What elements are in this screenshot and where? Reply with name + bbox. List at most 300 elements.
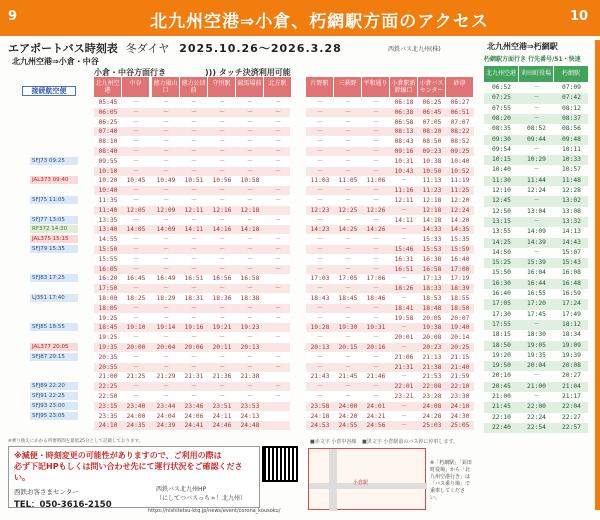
time-cell: 14:11 [394,216,414,224]
time-cell: － [400,275,408,283]
time-cell: 14:09 [156,226,176,234]
time-cell: 14:20 [450,216,470,224]
time-cell: 12:05 [126,206,146,214]
time-cell: － [162,265,170,273]
time-cell: 20:04 [156,344,176,351]
time-cell: － [132,216,140,224]
time-cell: － [372,314,380,322]
time-cell: － [246,314,254,322]
time-cell: － [190,128,198,136]
time-cell: 15:07 [562,248,581,256]
time-cell: 10:50 [422,167,442,175]
time-cell: 20:35 [98,353,118,361]
time-cell: － [162,255,170,263]
time-cell: － [132,187,140,195]
time-cell: 14:18 [240,226,260,234]
time-cell: － [218,197,226,204]
time-cell: 23:46 [184,402,204,410]
time-cell: 15:53 [422,246,442,253]
hp-link[interactable]: https://nishitetsu-ktq.jp/news/event/corona_kousoku/ [148,508,281,514]
time-cell: － [190,314,198,322]
time-cell: 16:38 [422,255,442,263]
time-cell: 24:39 [156,422,176,430]
direction-label: 小倉・中谷方面行き [94,68,166,77]
time-cell: 18:39 [450,285,470,293]
time-cell: 16:05 [98,265,118,273]
time-cell: 19:21 [212,324,232,332]
time-cell: 11:30 [492,176,511,184]
time-cell: － [344,246,352,253]
time-cell: － [274,167,282,175]
time-cell: 15:50 [492,269,511,277]
station-map [308,448,426,510]
time-cell: － [246,353,254,361]
time-cell: 10:43 [394,167,414,175]
time-cell: 14:35 [450,226,470,234]
time-cell: 20:25 [450,344,470,351]
time-cell: － [316,285,324,293]
time-cell: 08:10 [98,138,118,146]
time-cell: 18:41 [394,304,414,312]
time-cell: － [162,216,170,224]
time-cell: － [344,167,352,175]
time-cell: 12:28 [562,187,581,194]
time-cell: 24:28 [422,412,442,420]
time-cell: 24:30 [450,412,470,420]
time-cell: － [316,167,324,175]
time-cell: 06:25 [422,99,442,106]
time-cell: － [316,383,324,391]
time-cell: － [372,99,380,106]
time-cell: 10:52 [450,167,470,175]
time-cell: － [218,118,226,126]
flight-item: SFJ83 17:25 [30,274,78,282]
time-cell: － [400,402,408,410]
time-cell [264,343,292,352]
time-cell: － [344,255,352,263]
time-cell: － [533,145,540,153]
connecting-flight-header: 接続航空便 [22,86,76,96]
time-cell: － [218,187,226,195]
time-cell: － [246,216,254,224]
time-cell: － [162,246,170,253]
time-cell: － [190,255,198,263]
time-cell: － [344,304,352,312]
time-cell: － [316,363,324,371]
time-cell: 15:43 [562,259,581,267]
time-cell: － [274,353,282,361]
time-cell: － [344,197,352,204]
time-cell: 16:30 [492,279,511,287]
time-cell: 07:40 [98,128,118,136]
time-cell: － [533,393,540,400]
time-cell: 11:40 [98,206,118,214]
time-cell: 19:40 [450,324,470,332]
time-cell: － [132,334,140,342]
time-cell: － [400,324,408,332]
time-cell: － [218,255,226,263]
time-cell [264,294,292,303]
time-cell: 10:15 [492,156,511,164]
time-cell: 18:45 [338,295,358,302]
time-cell: － [274,138,282,146]
time-cell: － [246,246,254,253]
time-cell: 17:55 [492,320,511,328]
time-cell: 21:00 [98,373,118,381]
time-cell: 22:04 [562,403,581,411]
time-cell: － [190,334,198,342]
time-cell: － [372,187,380,195]
time-cell: 14:11 [184,226,204,234]
flight-item: SFJ91 22:25 [30,392,78,400]
time-cell: 22:57 [562,423,581,431]
time-cell: － [274,128,282,136]
time-cell: 14:18 [422,216,442,224]
time-cell: － [190,167,198,175]
qr-code-icon[interactable] [262,446,298,482]
time-cell: － [246,138,254,146]
time-cell: 18:46 [366,295,386,302]
time-cell: 12:18 [422,206,442,214]
time-cell: 21:15 [450,353,470,361]
time-cell: － [132,265,140,273]
column-header: 朽網駅 [554,66,589,82]
time-cell: 05:45 [98,99,118,106]
time-cell: 20:04 [527,362,546,370]
time-cell: 19:20 [492,351,511,359]
time-cell: 16:20 [98,275,118,283]
time-cell: － [372,148,380,155]
time-cell: 18:26 [394,285,414,293]
time-cell: 21:31 [184,373,204,381]
time-cell: － [274,246,282,253]
time-cell: － [344,383,352,391]
column-header: 小倉バスセンター [418,77,446,97]
time-cell: 07:07 [450,118,470,126]
time-cell: － [132,157,140,165]
time-cell: － [533,320,540,328]
page-edge [595,40,600,510]
time-cell: 14:16 [212,226,232,234]
time-cell: － [246,108,254,116]
time-cell: 20:08 [422,334,442,342]
time-cell: 21:29 [156,373,176,381]
time-cell: － [132,108,140,116]
time-cell: 23:51 [212,402,232,410]
time-cell: － [190,353,198,361]
time-cell: 14:39 [527,238,546,246]
time-cell: 21:00 [527,382,546,390]
flight-item: SFJ77 13:05 [30,216,78,224]
time-cell: 21:43 [310,373,330,381]
time-cell: 20:27 [562,372,581,380]
time-cell: 11:13 [422,177,442,185]
time-cell: 14:23 [310,226,330,234]
time-cell: － [316,118,324,126]
time-cell: 20:45 [492,382,511,390]
column-header: 北方駅 [264,77,292,97]
time-cell: 08:13 [394,128,414,136]
time-cell: － [372,383,380,391]
time-cell: 10:29 [527,156,546,164]
time-cell: 24:00 [338,402,358,410]
time-cell: 16:58 [240,275,260,283]
contact-phone: TEL：050-3616-2150 [14,500,112,510]
time-cell: － [372,393,380,400]
time-cell: 16:40 [450,255,470,263]
time-cell: － [246,383,254,391]
time-cell: 07:55 [492,104,511,112]
column-header: 砂津 [446,77,474,97]
time-cell: 19:10 [126,324,146,332]
time-cell: 14:55 [98,236,118,244]
time-cell: － [533,94,540,102]
map-station-label: 小倉駅 [353,480,369,486]
flight-item: SFJ93 23:00 [30,402,78,410]
time-cell: － [372,363,380,371]
time-cell: － [533,84,540,91]
time-cell: 13:08 [562,207,581,215]
time-cell: － [162,157,170,165]
right-direction-label: 朽網駅方面行き 行先番号/51・快速 [484,56,581,63]
column-header: 片野駅 [306,77,334,97]
time-cell: 06:38 [394,108,414,116]
time-cell: 16:04 [527,269,546,277]
time-cell: － [190,236,198,244]
time-cell: 21:13 [422,353,442,361]
time-cell: － [274,265,282,273]
time-cell: － [190,157,198,165]
time-cell: 12:26 [366,206,386,214]
time-cell: － [316,99,324,106]
time-cell: － [246,157,254,165]
time-cell [264,274,292,283]
time-cell: 12:18 [240,206,260,214]
flight-item: JAL377 20:05 [30,343,78,351]
time-cell: 18:45 [98,324,118,332]
column-header: 徳力公団前 [180,77,208,97]
time-cell: 12:16 [212,206,232,214]
time-cell: － [344,118,352,126]
time-cell: 21:53 [422,373,442,381]
time-cell: － [274,197,282,204]
time-cell: － [274,393,282,400]
time-cell: 24:04 [156,412,176,420]
time-cell: － [132,285,140,293]
time-cell: 15:25 [492,259,511,267]
transfer-footnote: ※乗り換えにかかる所要時間を最低25分として記載しております。 [8,439,144,444]
time-cell: 21:00 [492,393,511,400]
time-cell: － [218,108,226,116]
time-cell: － [132,246,140,253]
time-cell: 22:54 [527,423,546,431]
time-cell: 06:58 [394,118,414,126]
time-cell: － [162,138,170,146]
time-cell: － [162,383,170,391]
time-cell: － [316,187,324,195]
time-cell: － [162,393,170,400]
time-cell: 20:13 [310,344,330,351]
time-cell: 10:51 [184,177,204,185]
touch-payment-label: ))) タッチ決済利用可能 [205,68,291,77]
time-cell: － [344,236,352,244]
time-cell: 06:05 [98,108,118,116]
time-cell: 16:44 [527,279,546,287]
time-cell: － [162,99,170,106]
time-cell: － [274,334,282,342]
time-cell: － [316,138,324,146]
time-cell: 13:15 [492,217,511,225]
time-cell: － [316,108,324,116]
time-cell: － [344,393,352,400]
column-header: 徳力嵐山口 [152,77,180,97]
time-cell: 24:55 [338,422,358,430]
time-cell: 12:18 [422,197,442,204]
time-cell: － [246,255,254,263]
time-cell: 18:48 [422,304,442,312]
time-cell: 21:06 [394,353,414,361]
time-cell: 17:19 [450,275,470,283]
time-cell: 11:05 [338,177,358,185]
time-cell: 13:35 [98,216,118,224]
column-header: 小倉駅新幹線口 [390,77,418,97]
time-cell: － [132,99,140,106]
flight-item: SFJ95 23:05 [30,412,78,420]
notice-line1: ※減便・時刻変更の可能性がありますので、ご利用の際は [14,451,222,460]
time-cell: － [400,177,408,185]
time-cell: 23:58 [310,402,330,410]
time-cell: 19:58 [394,314,414,322]
time-cell: 23:53 [240,402,260,410]
time-cell: 21:25 [126,373,146,381]
time-cell: 08:50 [422,138,442,146]
time-cell: 20:05 [422,314,442,322]
time-cell: － [132,128,140,136]
time-cell: 08:40 [98,148,118,155]
time-cell: 22:10 [492,413,511,421]
time-cell: 15:39 [527,259,546,267]
time-cell: 17:30 [492,310,511,318]
time-cell: 10:40 [450,157,470,165]
time-cell: 10:49 [156,177,176,185]
time-cell: － [316,314,324,322]
time-cell: 19:25 [98,334,118,342]
time-cell: 06:45 [422,108,442,116]
time-cell: － [372,108,380,116]
time-cell: 24:01 [366,402,386,410]
time-cell: 18:43 [310,295,330,302]
time-cell: 17:05 [492,300,511,308]
time-cell: 13:02 [562,197,581,205]
time-cell: 24:48 [240,422,260,430]
time-cell: － [246,265,254,273]
time-cell: － [344,148,352,155]
time-cell: 16:55 [527,290,546,297]
time-cell: 12:45 [492,197,511,205]
time-cell: 22:50 [98,393,118,400]
time-cell: － [218,167,226,175]
time-cell: 17:45 [527,310,546,318]
time-cell: 14:05 [126,226,146,234]
flight-item: SFJ87 20:15 [30,353,78,361]
time-cell: － [400,373,408,381]
time-cell: － [372,167,380,175]
time-cell: － [274,99,282,106]
time-cell: － [132,383,140,391]
time-cell: 24:21 [366,412,386,420]
time-cell: 17:49 [562,310,581,318]
time-cell: 24:20 [338,412,358,420]
time-cell: 18:53 [422,295,442,302]
time-cell [264,421,292,430]
time-cell: － [190,383,198,391]
time-cell: － [533,197,540,205]
time-cell: 23:44 [156,402,176,410]
time-cell: 09:25 [450,148,470,155]
column-header: 競馬場前 [236,77,264,97]
time-cell: － [344,285,352,293]
flight-item: JAL375 15:15 [30,235,78,243]
time-cell: 16:59 [562,290,581,297]
column-header: 三萩野 [334,77,362,97]
time-cell: － [316,353,324,361]
time-cell: － [246,167,254,175]
time-cell: 21:59 [450,373,470,381]
time-cell: － [218,304,226,312]
time-cell: 20:15 [338,344,358,351]
time-cell: 20:06 [184,344,204,351]
time-cell: 11:23 [422,187,442,195]
time-cell: 21:45 [338,373,358,381]
time-cell: 10:40 [492,166,511,174]
time-cell: 15:33 [422,236,442,244]
time-cell: － [246,334,254,342]
time-cell: 19:05 [527,341,546,349]
time-cell: 10:45 [126,177,146,185]
time-cell: － [344,334,352,342]
time-cell: 08:43 [394,138,414,146]
time-cell: － [533,217,540,225]
time-cell: － [344,314,352,322]
time-cell: － [344,363,352,371]
time-cell: － [190,363,198,371]
time-cell: － [316,265,324,273]
time-cell: － [533,166,540,174]
time-cell: 10:58 [240,177,260,185]
time-cell: － [132,167,140,175]
time-cell: 10:40 [98,187,118,195]
time-cell: 08:37 [562,114,581,122]
time-cell: － [132,353,140,361]
time-cell: 18:33 [422,285,442,293]
contact-org: 西鉄お客さまセンター [14,488,79,496]
time-cell: － [162,236,170,244]
time-cell: － [274,363,282,371]
notice-line2: 必ず下記HPもしくは問い合わせ先にて運行状況をご確認ください。 [14,462,243,482]
flight-item: JAL373 09:40 [30,176,78,184]
time-cell: 14:25 [338,226,358,234]
time-cell: 19:35 [527,351,546,359]
timetable-header [8,40,342,56]
time-cell: － [218,314,226,322]
time-cell: － [316,157,324,165]
time-cell [264,206,292,215]
time-cell: － [316,216,324,224]
time-cell: 12:50 [492,207,511,215]
time-cell: 16:08 [562,269,581,277]
time-cell: － [132,363,140,371]
time-cell: 14:26 [366,226,386,234]
